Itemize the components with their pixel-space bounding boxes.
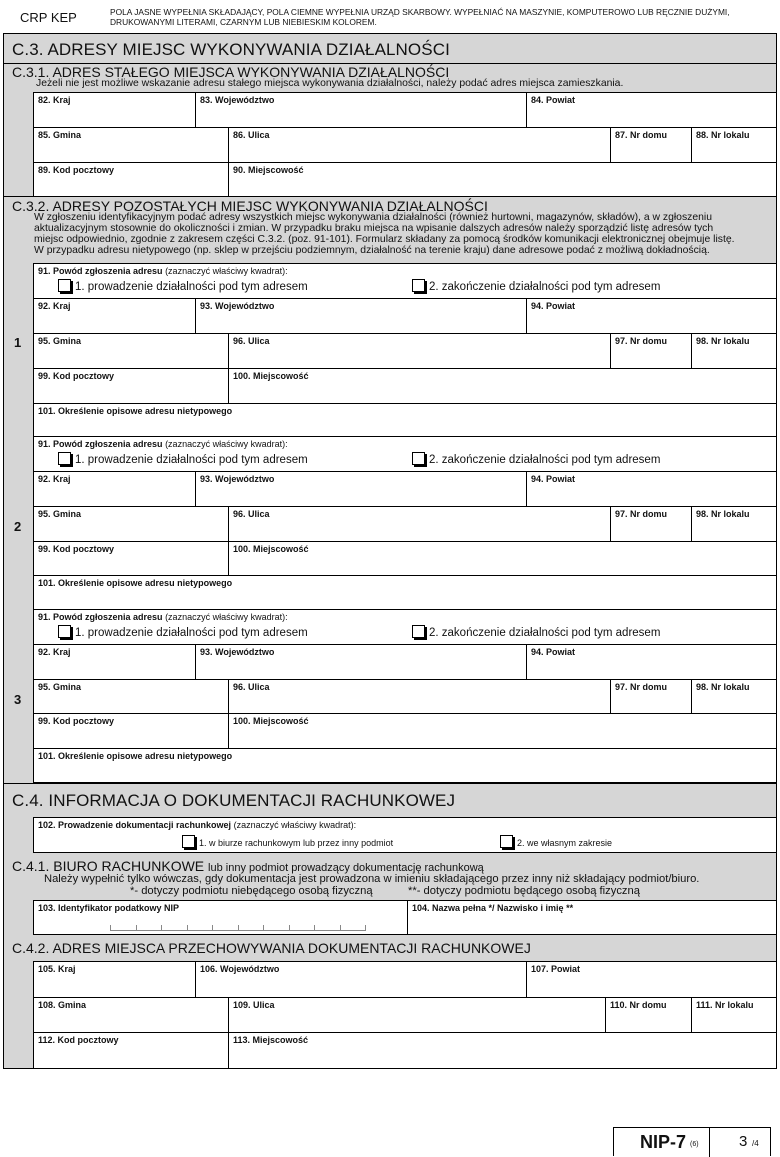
- block-number-3: 3: [14, 692, 22, 707]
- option-1-start-1[interactable]: 1. prowadzenie działalności pod tym adresem: [58, 279, 308, 293]
- checkbox-icon[interactable]: [58, 279, 71, 292]
- section-c32-title: C.3.2. ADRESY POZOSTAŁYCH MIEJSC WYKONYWANIA DZIAŁALNOŚCI: [12, 198, 488, 214]
- field-101-opis-3[interactable]: 101. Określenie opisowe adresu nietypowego: [33, 748, 776, 783]
- section-c32-note-4: W przypadku adresu nietypowego (np. sklep w przejściu podziemnym, działalność na terenie kraju) dane adresowe podać z możliwą dokładnością.: [34, 245, 710, 256]
- option-1-start-3[interactable]: 1. prowadzenie działalności pod tym adresem: [58, 625, 308, 639]
- form-version: (6): [690, 1141, 699, 1148]
- field-86-ulica[interactable]: 86. Ulica: [228, 127, 610, 162]
- field-100-miejscowosc-2[interactable]: 100. Miejscowość: [228, 541, 776, 575]
- section-c32-note-1: W zgłoszeniu identyfikacyjnym podać adresy wszystkich miejsc wykonywania działalności (również hurtowni, magazynów, składów), a w zgłoszeniu: [34, 212, 712, 223]
- field-99-kod-pocztowy-3[interactable]: 99. Kod pocztowy: [33, 713, 228, 748]
- field-85-gmina[interactable]: 85. Gmina: [33, 127, 228, 162]
- form-code: CRP KEP: [20, 10, 77, 25]
- field-93-wojewodztwo-3[interactable]: 93. Województwo: [195, 644, 526, 679]
- section-c31-note: Jeżeli nie jest możliwe wskazanie adresu stałego miejsca wykonywania działalności, należy podać adres miejsca zamieszkania.: [36, 78, 624, 89]
- checkbox-icon[interactable]: [500, 835, 513, 848]
- field-112-kod-pocztowy[interactable]: 112. Kod pocztowy: [33, 1032, 228, 1068]
- field-105-kraj[interactable]: 105. Kraj: [33, 961, 195, 997]
- field-101-opis-2[interactable]: 101. Określenie opisowe adresu nietypowego: [33, 575, 776, 610]
- field-84-powiat[interactable]: 84. Powiat: [526, 92, 776, 127]
- field-95-gmina-3[interactable]: 95. Gmina: [33, 679, 228, 713]
- section-c42-title: C.4.2. ADRES MIEJSCA PRZECHOWYWANIA DOKUMENTACJI RACHUNKOWEJ: [12, 940, 531, 956]
- option-2-end-3[interactable]: 2. zakończenie działalności pod tym adresem: [412, 625, 660, 639]
- field-83-wojewodztwo[interactable]: 83. Województwo: [195, 92, 526, 127]
- field-101-opis-1[interactable]: 101. Określenie opisowe adresu nietypowego: [33, 403, 776, 437]
- field-98-nr-lokalu-3[interactable]: 98. Nr lokalu: [691, 679, 776, 713]
- section-c41-note: Należy wypełnić tylko wówczas, gdy dokumentacja jest prowadzona w imieniu składającego przez inny niż składający podmiot/biuro.: [44, 873, 700, 885]
- form-footer: [613, 1127, 771, 1156]
- field-93-wojewodztwo-2[interactable]: 93. Województwo: [195, 471, 526, 506]
- section-c32-note-3: miejsc odpowiednio, zgodnie z zakresem części C.3.2. (poz. 91-101). Formularz składany za pomocą środków komunikacji elektronicznej obejmuje listę.: [34, 234, 735, 245]
- form-frame: [3, 33, 777, 1069]
- field-89-kod-pocztowy[interactable]: 89. Kod pocztowy: [33, 162, 228, 197]
- field-110-nr-domu[interactable]: 110. Nr domu: [605, 997, 691, 1032]
- option-102-2-wlasny[interactable]: 2. we własnym zakresie: [500, 835, 612, 848]
- field-92-kraj-1[interactable]: 92. Kraj: [33, 298, 195, 333]
- field-99-kod-pocztowy-2[interactable]: 99. Kod pocztowy: [33, 541, 228, 575]
- checkbox-icon[interactable]: [58, 452, 71, 465]
- field-100-miejscowosc-1[interactable]: 100. Miejscowość: [228, 368, 776, 403]
- section-c32-note-2: aktualizacyjnym stosownie do okoliczności i zmian. W przypadku braku miejsca na wpisanie dalszych adresów należy sporządzić listę adresów tych: [34, 223, 714, 234]
- checkbox-icon[interactable]: [58, 625, 71, 638]
- field-97-nr-domu-3[interactable]: 97. Nr domu: [610, 679, 691, 713]
- field-94-powiat-2[interactable]: 94. Powiat: [526, 471, 776, 506]
- field-97-nr-domu-1[interactable]: 97. Nr domu: [610, 333, 691, 368]
- section-c3-title: C.3. ADRESY MIEJSC WYKONYWANIA DZIAŁALNOŚCI: [12, 40, 450, 59]
- field-96-ulica-3[interactable]: 96. Ulica: [228, 679, 610, 713]
- field-109-ulica[interactable]: 109. Ulica: [228, 997, 605, 1032]
- field-91-reason-1: 91. Powód zgłoszenia adresu (zaznaczyć właściwy kwadrat): 1. prowadzenie działalności pod tym adresem 2. zakończenie działalności pod tym adresem: [33, 263, 776, 303]
- section-c31-title: C.3.1. ADRES STAŁEGO MIEJSCA WYKONYWANIA DZIAŁALNOŚCI: [12, 64, 450, 80]
- checkbox-icon[interactable]: [412, 625, 425, 638]
- section-c4-title: C.4. INFORMACJA O DOKUMENTACJI RACHUNKOWEJ: [12, 791, 456, 810]
- field-93-wojewodztwo-1[interactable]: 93. Województwo: [195, 298, 526, 333]
- field-94-powiat-3[interactable]: 94. Powiat: [526, 644, 776, 679]
- field-111-nr-lokalu[interactable]: 111. Nr lokalu: [691, 997, 776, 1032]
- fill-instruction: POLA JASNE WYPEŁNIA SKŁADAJĄCY, POLA CIEMNE WYPEŁNIA URZĄD SKARBOWY. WYPEŁNIAĆ NA MASZYNIE, KOMPUTEROWO LUB RĘCZNIE DUŻYMI, DRUKOWANYMI LITERAMI, CZARNYM LUB NIEBIESKIM KOLOREM.: [110, 7, 730, 27]
- form-name: NIP-7: [640, 1132, 687, 1152]
- checkbox-icon[interactable]: [182, 835, 195, 848]
- field-90-miejscowosc[interactable]: 90. Miejscowość: [228, 162, 776, 197]
- page-total: /4: [752, 1139, 759, 1148]
- field-91-reason-2: 91. Powód zgłoszenia adresu (zaznaczyć właściwy kwadrat): 1. prowadzenie działalności pod tym adresem 2. zakończenie działalności pod tym adresem: [33, 436, 776, 476]
- field-87-nr-domu[interactable]: 87. Nr domu: [610, 127, 691, 162]
- block-number-2: 2: [14, 519, 22, 534]
- field-104-nazwa[interactable]: 104. Nazwa pełna */ Nazwisko i imię **: [407, 900, 776, 935]
- field-82-kraj[interactable]: 82. Kraj: [33, 92, 195, 127]
- field-97-nr-domu-2[interactable]: 97. Nr domu: [610, 506, 691, 541]
- nip-digit-ticks: [110, 923, 366, 931]
- star-note-1: *- dotyczy podmiotu niebędącego osobą fizyczną: [130, 885, 373, 897]
- field-106-wojewodztwo[interactable]: 106. Województwo: [195, 961, 526, 997]
- field-96-ulica-1[interactable]: 96. Ulica: [228, 333, 610, 368]
- field-95-gmina-1[interactable]: 95. Gmina: [33, 333, 228, 368]
- field-95-gmina-2[interactable]: 95. Gmina: [33, 506, 228, 541]
- checkbox-icon[interactable]: [412, 452, 425, 465]
- block-number-1: 1: [14, 335, 22, 350]
- field-88-nr-lokalu[interactable]: 88. Nr lokalu: [691, 127, 776, 162]
- field-107-powiat[interactable]: 107. Powiat: [526, 961, 776, 997]
- field-92-kraj-2[interactable]: 92. Kraj: [33, 471, 195, 506]
- field-108-gmina[interactable]: 108. Gmina: [33, 997, 228, 1032]
- page-number: 3: [739, 1133, 748, 1150]
- field-96-ulica-2[interactable]: 96. Ulica: [228, 506, 610, 541]
- field-92-kraj-3[interactable]: 92. Kraj: [33, 644, 195, 679]
- option-102-1-biuro[interactable]: 1. w biurze rachunkowym lub przez inny podmiot: [182, 835, 393, 848]
- field-103-nip[interactable]: 103. Identyfikator podatkowy NIP: [33, 900, 407, 935]
- checkbox-icon[interactable]: [412, 279, 425, 292]
- field-99-kod-pocztowy-1[interactable]: 99. Kod pocztowy: [33, 368, 228, 403]
- section-c41-title: C.4.1. BIURO RACHUNKOWE lub inny podmiot prowadzący dokumentację rachunkową: [12, 858, 484, 874]
- option-1-start-2[interactable]: 1. prowadzenie działalności pod tym adresem: [58, 452, 308, 466]
- field-100-miejscowosc-3[interactable]: 100. Miejscowość: [228, 713, 776, 748]
- star-note-2: **- dotyczy podmiotu będącego osobą fizyczną: [408, 885, 640, 897]
- option-2-end-2[interactable]: 2. zakończenie działalności pod tym adresem: [412, 452, 660, 466]
- form-header: [0, 0, 780, 33]
- field-98-nr-lokalu-2[interactable]: 98. Nr lokalu: [691, 506, 776, 541]
- field-98-nr-lokalu-1[interactable]: 98. Nr lokalu: [691, 333, 776, 368]
- field-91-reason-3: 91. Powód zgłoszenia adresu (zaznaczyć właściwy kwadrat): 1. prowadzenie działalności pod tym adresem 2. zakończenie działalności pod tym adresem: [33, 609, 776, 649]
- field-113-miejscowosc[interactable]: 113. Miejscowość: [228, 1032, 776, 1068]
- field-102-dokumentacja: 102. Prowadzenie dokumentacji rachunkowej (zaznaczyć właściwy kwadrat): 1. w biurze rachunkowym lub przez inny podmiot 2. we własnym zakresie: [33, 817, 776, 853]
- field-94-powiat-1[interactable]: 94. Powiat: [526, 298, 776, 333]
- option-2-end-1[interactable]: 2. zakończenie działalności pod tym adresem: [412, 279, 660, 293]
